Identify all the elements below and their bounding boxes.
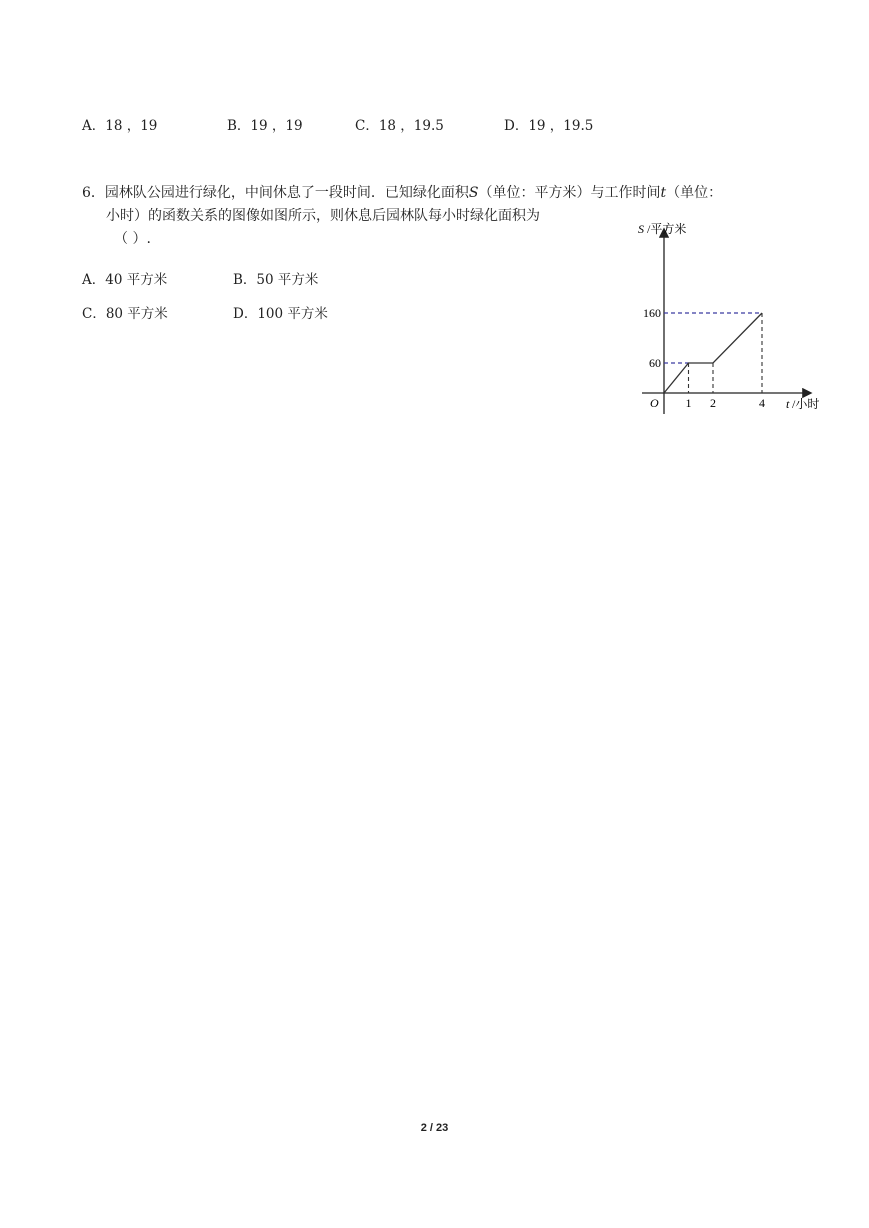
area-time-graph <box>630 216 840 422</box>
x-tick-label: 4 <box>759 396 765 410</box>
x-tick-label: 2 <box>710 396 716 410</box>
y-axis-unit: /平方米 <box>647 222 687 236</box>
q5-option-b: B．19 ，19 <box>227 118 303 134</box>
q5-option-a: A．18 ，19 <box>82 118 158 134</box>
q6-stem-part-a: 6．园林队公园进行绿化，中间休息了一段时间．已知绿化面积 <box>82 185 469 201</box>
y-axis-var: S <box>638 222 644 236</box>
q6-option-c: C．80 平方米 <box>82 306 168 322</box>
q6-stem-part-b: （单位：平方米）与工作时间 <box>478 185 661 201</box>
x-axis-unit: /小时 <box>792 397 820 411</box>
q6-option-b: B．50 平方米 <box>233 272 319 288</box>
x-tick-label: 1 <box>685 396 692 410</box>
y-tick-label: 160 <box>643 306 661 320</box>
origin-label: O <box>650 396 659 410</box>
q6-stem-line3: （ ）. <box>114 231 151 247</box>
q6-stem-line2: 小时）的函数关系的图像如图所示，则休息后园林队每小时绿化面积为 <box>106 208 540 224</box>
q6-stem-line1 <box>82 182 722 204</box>
q5-option-c: C．18 ，19.5 <box>355 118 444 134</box>
y-tick-label: 60 <box>649 356 661 370</box>
x-axis-var: t <box>786 397 790 411</box>
q6-option-d: D．100 平方米 <box>233 306 328 322</box>
page-number: 2 / 23 <box>420 1122 449 1134</box>
var-t: t <box>660 185 667 201</box>
q6-option-a: A．40 平方米 <box>82 272 168 288</box>
q5-option-d: D．19 ，19.5 <box>504 118 594 134</box>
guide-lines <box>664 313 762 393</box>
tick-labels <box>643 306 765 410</box>
var-s: S <box>468 185 479 201</box>
q6-stem-part-c: （单位： <box>666 185 723 201</box>
